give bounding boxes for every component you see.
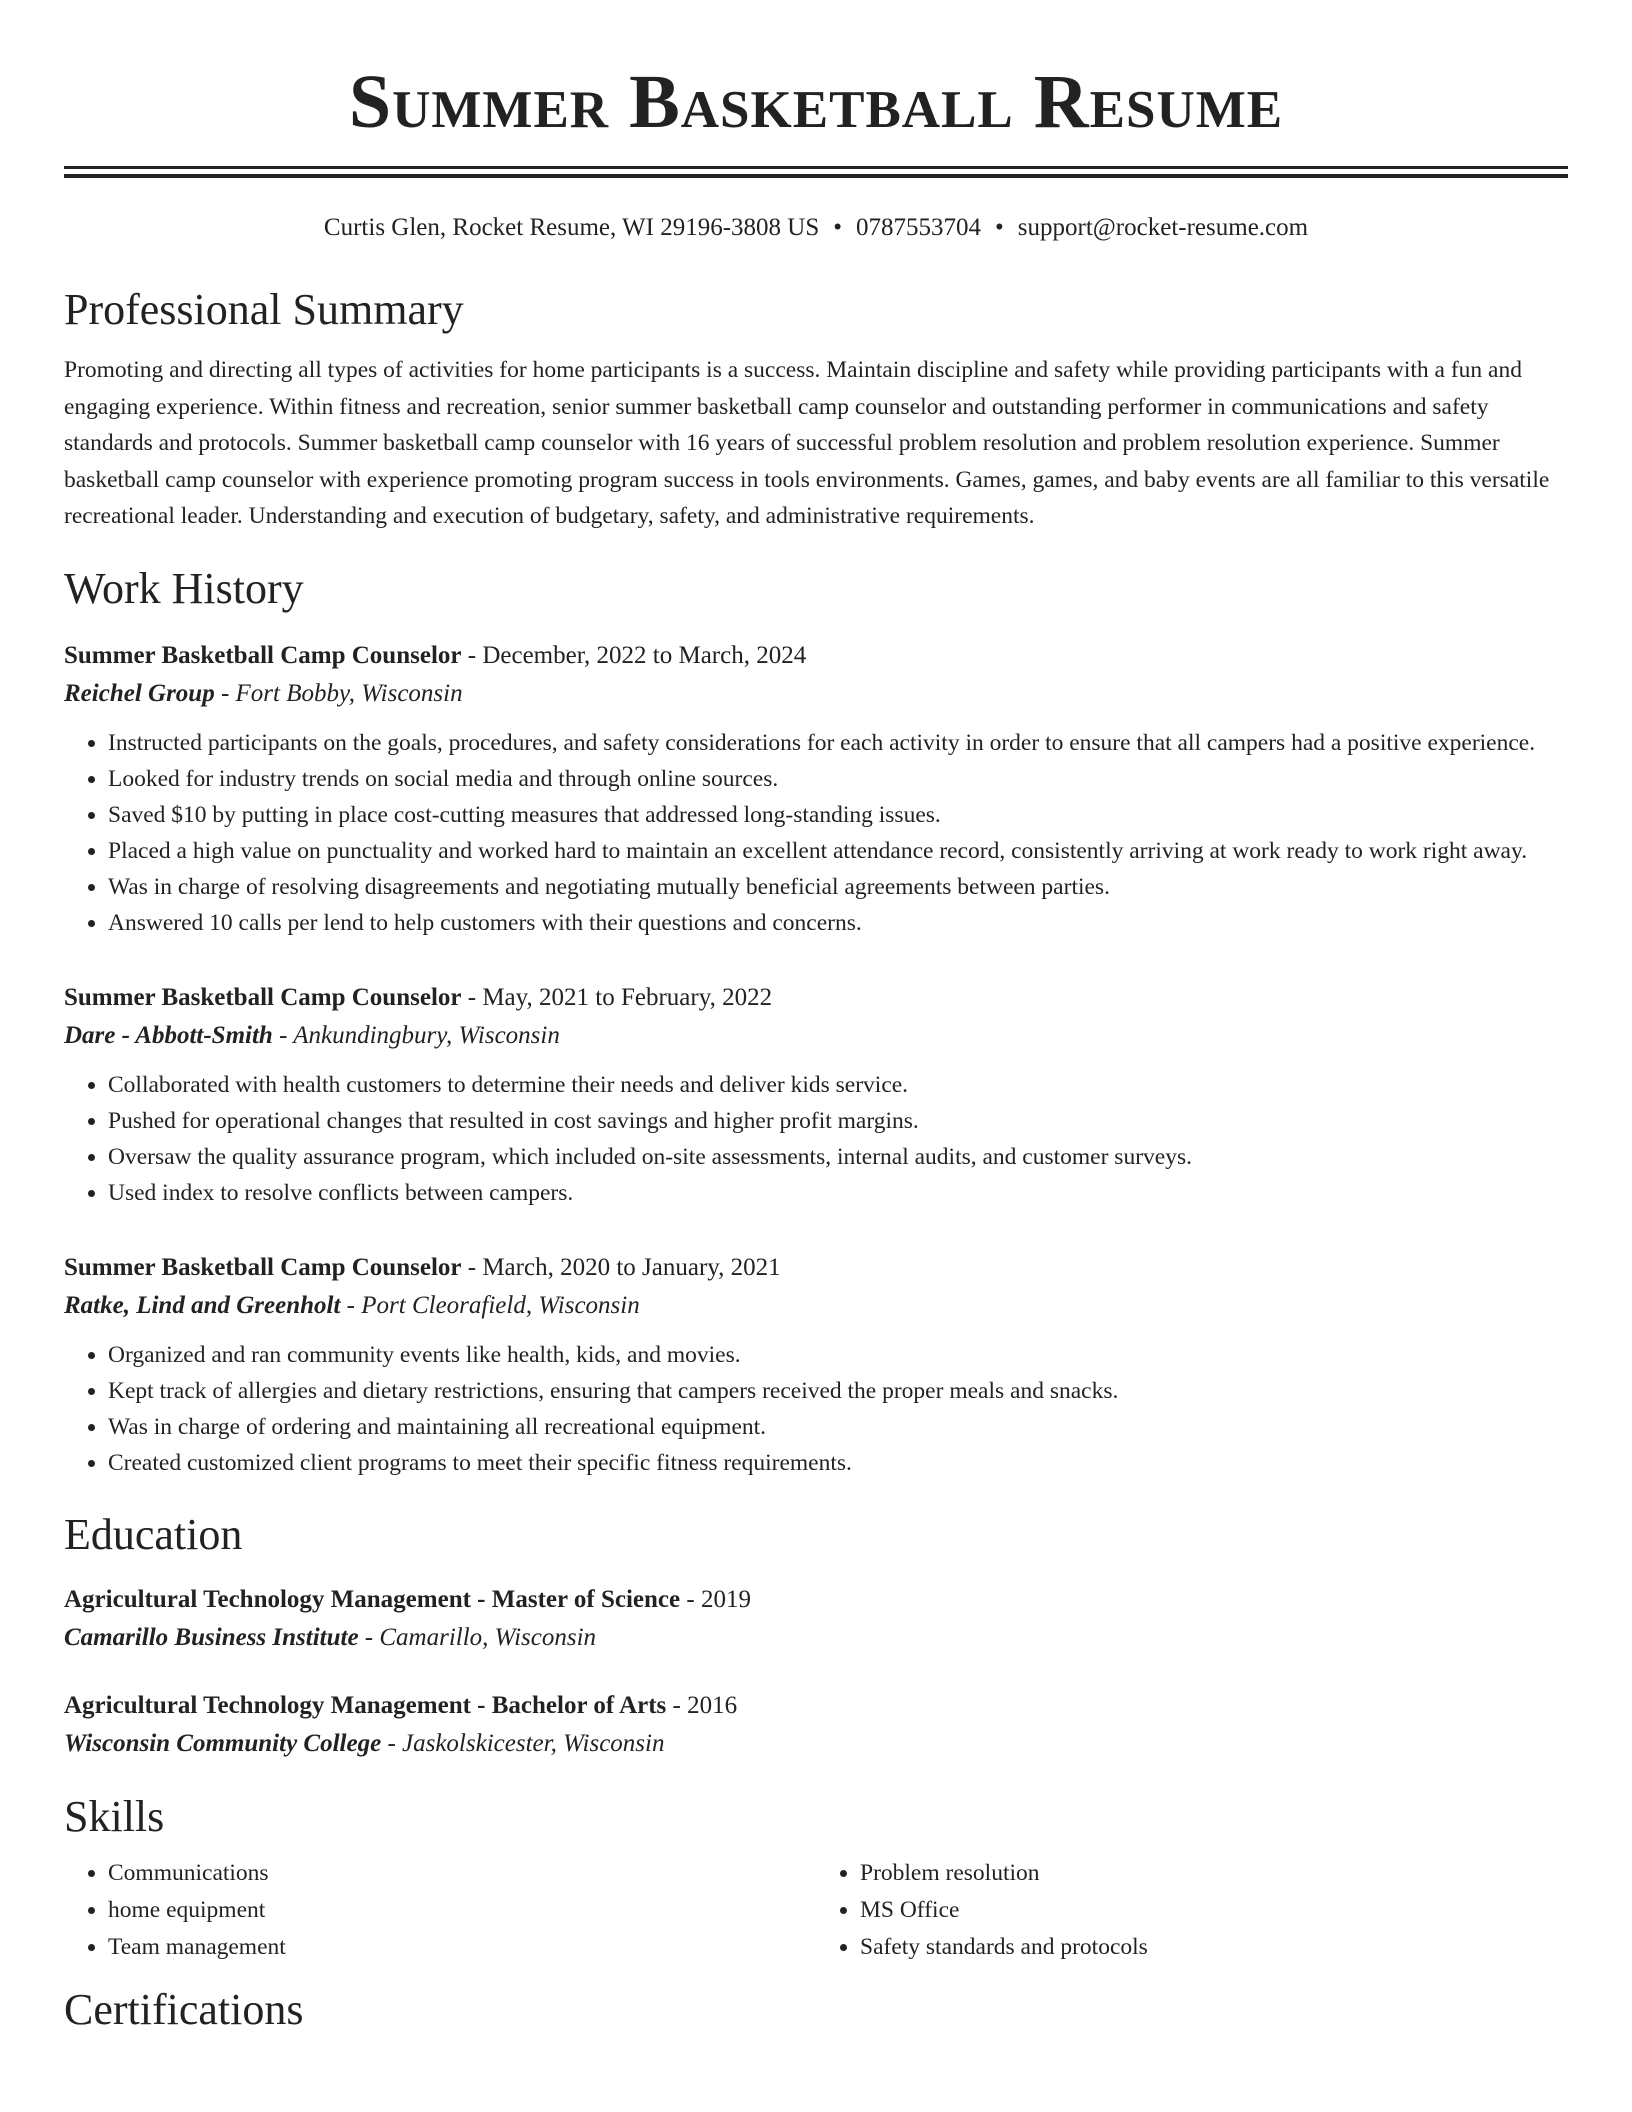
work-history-heading: Work History [64, 563, 304, 613]
education-entry [64, 1687, 1568, 1763]
job-company-line [64, 1017, 1568, 1055]
job-title-line [64, 637, 1568, 675]
school-location: - Jaskolskicester, Wisconsin [381, 1729, 665, 1757]
job-company-line [64, 1287, 1568, 1325]
list-item: • Kept track of allergies and dietary restrictions, ensuring that campers received the proper meals and snacks. [108, 1373, 1568, 1409]
list-item: • Answered 10 calls per lend to help customers with their questions and concerns. [108, 905, 1568, 941]
contact-separator: • [995, 214, 1004, 241]
job-company: Ratke, Lind and Greenholt [64, 1291, 341, 1319]
education-entry [64, 1581, 1568, 1657]
list-item: • Organized and ran community events like health, kids, and movies. [108, 1337, 1568, 1373]
job-entry [64, 1249, 1568, 1481]
job-bullets [64, 1337, 1568, 1481]
education-heading: Education [64, 1509, 243, 1559]
school-location: - Camarillo, Wisconsin [358, 1623, 597, 1651]
list-item: • Saved $10 by putting in place cost-cutting measures that addressed long-standing issues. [108, 797, 1568, 833]
job-title-line [64, 1249, 1568, 1287]
job-entry [64, 979, 1568, 1211]
degree-year: - 2016 [666, 1691, 738, 1719]
list-item: • Communications [108, 1855, 816, 1892]
list-item: • Instructed participants on the goals, procedures, and safety considerations for each activity in order to ensure that all campers had a positive experience. [108, 725, 1568, 761]
job-title-line [64, 979, 1568, 1017]
job-bullets [64, 1067, 1568, 1211]
list-item: • Used index to resolve conflicts between campers. [108, 1175, 1568, 1211]
job-dates: - December, 2022 to March, 2024 [461, 641, 807, 669]
contact-email: support@rocket-resume.com [1017, 214, 1309, 241]
degree: Agricultural Technology Management - Bachelor of Arts [64, 1691, 667, 1719]
list-item: • home equipment [108, 1892, 816, 1929]
job-bullets [64, 725, 1568, 941]
job-title: Summer Basketball Camp Counselor [64, 641, 462, 669]
skills-heading: Skills [64, 1791, 165, 1841]
summary-heading: Professional Summary [64, 285, 464, 334]
job-location: - Fort Bobby, Wisconsin [214, 679, 463, 707]
skills-column-left [64, 1855, 816, 1966]
job-location: - Port Cleorafield, Wisconsin [340, 1291, 640, 1319]
list-item: • Was in charge of resolving disagreements and negotiating mutually beneficial agreements between parties. [108, 869, 1568, 905]
list-item: • Oversaw the quality assurance program, which included on-site assessments, internal audits, and customer surveys. [108, 1139, 1568, 1175]
job-dates: - March, 2020 to January, 2021 [461, 1253, 781, 1281]
job-location: - Ankundingbury, Wisconsin [272, 1021, 560, 1049]
list-item: • Placed a high value on punctuality and worked hard to maintain an excellent attendance record, consistently arriving at work ready to work right away. [108, 833, 1568, 869]
resume-page [64, 0, 1568, 2036]
contact-address: Curtis Glen, Rocket Resume, WI 29196-3808 US [323, 214, 820, 241]
list-item: • Created customized client programs to meet their specific fitness requirements. [108, 1445, 1568, 1481]
school: Wisconsin Community College [64, 1729, 382, 1757]
school: Camarillo Business Institute [64, 1623, 359, 1651]
certifications-heading: Certifications [64, 1984, 304, 2034]
degree-year: - 2019 [680, 1585, 751, 1613]
list-item: • Team management [108, 1929, 816, 1966]
list-item: • Was in charge of ordering and maintaining all recreational equipment. [108, 1409, 1568, 1445]
job-company: Dare - Abbott-Smith [64, 1021, 273, 1049]
job-entry [64, 637, 1568, 941]
job-company-line [64, 675, 1568, 713]
list-item: • Problem resolution [860, 1855, 1568, 1892]
list-item: • Pushed for operational changes that resulted in cost savings and higher profit margins. [108, 1103, 1568, 1139]
contact-separator: • [833, 214, 843, 241]
degree-line [64, 1687, 1568, 1725]
job-title: Summer Basketball Camp Counselor [64, 1253, 462, 1281]
list-item: • Looked for industry trends on social media and through online sources. [108, 761, 1568, 797]
title-divider [64, 166, 1568, 178]
skills-column-right [816, 1855, 1568, 1966]
degree-line [64, 1581, 1568, 1619]
school-line [64, 1725, 1568, 1763]
skills-grid [64, 1855, 1568, 1966]
list-item: • Collaborated with health customers to determine their needs and deliver kids service. [108, 1067, 1568, 1103]
degree: Agricultural Technology Management - Master of Science [64, 1585, 681, 1613]
list-item: • Safety standards and protocols [860, 1929, 1568, 1966]
list-item: • MS Office [860, 1892, 1568, 1929]
contact-line [64, 212, 1568, 244]
job-dates: - May, 2021 to February, 2022 [461, 983, 773, 1011]
job-title: Summer Basketball Camp Counselor [64, 983, 462, 1011]
job-company: Reichel Group [64, 679, 215, 707]
resume-title: Summer Basketball Resume [348, 60, 1284, 144]
summary-text: Promoting and directing all types of activities for home participants is a success. Maintain discipline and safety while providing participants with a fun and engaging experience. Within fitness and recreation, senior summer basketball camp counselor and outstanding performer in communications and safety standards and protocols. Summer basketball camp counselor with 16 years of successful problem resolution and problem resolution experience. Summer basketball camp counselor with experience promoting program success in tools environments. Games, games, and baby events are all familiar to this versatile recreational leader. Understanding and execution of budgetary, safety, and administrative requirements. [64, 357, 1550, 529]
school-line [64, 1619, 1568, 1657]
contact-phone: 0787553704 [856, 214, 982, 241]
